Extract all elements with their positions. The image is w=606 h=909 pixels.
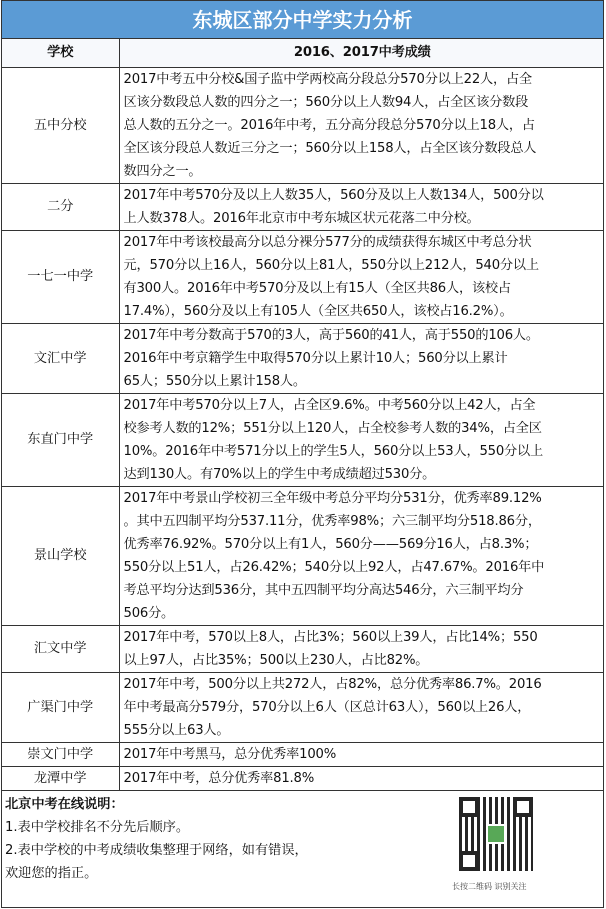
table-row bbox=[2, 230, 603, 323]
school-name: 龙潭中学 bbox=[2, 766, 119, 790]
school-name: 二分 bbox=[2, 183, 119, 230]
qr-caption: 长按二维码 识别关注 bbox=[452, 881, 527, 891]
score-line: 550分以上51人，占26.42%；540分以上92人，占47.67%。2016年中 bbox=[123, 559, 545, 575]
score-line: 校参考人数的12%；551分以上120人，占全校参考人数的34%，占全区 bbox=[123, 420, 542, 436]
score-line: 以上97人，占比35%；500以上230人，占比82%。 bbox=[123, 652, 429, 668]
table-header-row bbox=[2, 39, 603, 67]
score-line: 2017年中考黑马，总分优秀率100% bbox=[123, 746, 337, 762]
score-details bbox=[119, 183, 603, 230]
score-line: 上人数378人。2016年北京市中考东城区状元花落二中分校。 bbox=[123, 210, 480, 226]
note-item: 1.表中学校排名不分先后顺序。 bbox=[5, 819, 190, 835]
page-title: 东城区部分中学实力分析 bbox=[2, 1, 603, 39]
school-name: 东直门中学 bbox=[2, 393, 119, 486]
table-row bbox=[2, 323, 603, 393]
notes-section bbox=[2, 791, 603, 899]
school-name: 广渠门中学 bbox=[2, 672, 119, 742]
score-details bbox=[119, 672, 603, 742]
score-line: 2017年中考该校最高分以总分裸分577分的成绩获得东城区中考总分状 bbox=[123, 234, 532, 250]
score-line: 2017年中考，总分优秀率81.8% bbox=[123, 770, 315, 786]
table-row bbox=[2, 183, 603, 230]
school-name: 崇文门中学 bbox=[2, 742, 119, 766]
note-item: 2.表中学校的中考成绩收集整理于网络，如有错误， bbox=[5, 842, 308, 858]
score-line: 元，570分以上16人，560分以上81人，550分以上212人，540分以上 bbox=[123, 257, 539, 273]
score-line: 。其中五四制平均分537.11分，优秀率98%；六三制平均分518.86分， bbox=[123, 513, 541, 529]
score-details bbox=[119, 393, 603, 486]
score-details bbox=[119, 766, 603, 790]
notes-heading: 北京中考在线说明： bbox=[5, 796, 124, 812]
score-details bbox=[119, 323, 603, 393]
score-line: 数四分之一。 bbox=[123, 163, 202, 179]
score-line: 考总平均分达到536分，其中五四制平均分高达546分，六三制平均分 bbox=[123, 582, 524, 598]
score-line: 2017年中考，500分以上共272人，占82%，总分优秀率86.7%。2016 bbox=[123, 676, 542, 692]
note-item: 欢迎您的指正。 bbox=[5, 865, 98, 881]
score-details bbox=[119, 230, 603, 323]
score-line: 2017中考五中分校&国子监中学两校高分段总分570分以上22人，占全 bbox=[123, 71, 532, 87]
score-details bbox=[119, 742, 603, 766]
school-name: 汇文中学 bbox=[2, 625, 119, 672]
score-line: 年中考最高分579分，570分以上6人（区总计63人），560以上26人， bbox=[123, 699, 531, 715]
score-line: 全区该分段总人数近三分之一；560分以上158人，占全区该分数段总人 bbox=[123, 140, 537, 156]
school-name: 一七一中学 bbox=[2, 230, 119, 323]
table-row bbox=[2, 625, 603, 672]
analysis-table-card bbox=[1, 0, 604, 908]
table-row bbox=[2, 393, 603, 486]
score-line: 总人数的五分之一。2016年中考，五分高分段总分570分以上18人，占 bbox=[123, 117, 535, 133]
qr-code-image bbox=[459, 797, 533, 871]
score-line: 17.4%），560分及以上有105人（全区共650人，该校占16.2%）。 bbox=[123, 303, 513, 319]
score-line: 有300人。2016年中考570分及以上有15人（全区共86人，该校占 bbox=[123, 280, 511, 296]
score-line: 2017年中考570分及以上人数35人，560分及以上人数134人，500分以 bbox=[123, 187, 544, 203]
score-line: 2017年中考分数高于570的3人，高于560的41人，高于550的106人。 bbox=[123, 327, 539, 343]
school-name: 景山学校 bbox=[2, 486, 119, 625]
score-details bbox=[119, 67, 603, 183]
score-line: 506分。 bbox=[123, 605, 175, 621]
school-name: 文汇中学 bbox=[2, 323, 119, 393]
scores-table bbox=[2, 39, 603, 791]
table-row bbox=[2, 486, 603, 625]
score-details bbox=[119, 625, 603, 672]
qr-logo-icon bbox=[486, 824, 506, 844]
score-line: 2016年中考京籍学生中取得570分以上累计10人；560分以上累计 bbox=[123, 350, 508, 366]
score-line: 优秀率76.92%。570分以上有1人，560分——569分16人，占8.3%； bbox=[123, 536, 538, 552]
table-row bbox=[2, 67, 603, 183]
header-scores: 2016、2017中考成绩 bbox=[119, 39, 603, 67]
table-row bbox=[2, 672, 603, 742]
score-line: 10%。2016年中考571分以上的学生5人，560分以上53人，550分以上 bbox=[123, 443, 544, 459]
score-line: 区该分数段总人数的四分之一；560分以上人数94人，占全区该分数段 bbox=[123, 94, 529, 110]
score-line: 2017年中考，570以上8人，占比3%；560以上39人，占比14%；550 bbox=[123, 629, 538, 645]
header-school: 学校 bbox=[2, 39, 119, 67]
table-row bbox=[2, 766, 603, 790]
score-line: 555分以上63人。 bbox=[123, 722, 230, 738]
score-line: 2017年中考景山学校初三全年级中考总分平均分531分，优秀率89.12% bbox=[123, 490, 542, 506]
score-details bbox=[119, 486, 603, 625]
score-line: 2017年中考570分以上7人，占全区9.6%。中考560分以上42人，占全 bbox=[123, 397, 536, 413]
score-line: 65人；550分以上累计158人。 bbox=[123, 373, 306, 389]
score-line: 达到130人。有70%以上的学生中考成绩超过530分。 bbox=[123, 466, 436, 482]
table-row bbox=[2, 742, 603, 766]
school-name: 五中分校 bbox=[2, 67, 119, 183]
